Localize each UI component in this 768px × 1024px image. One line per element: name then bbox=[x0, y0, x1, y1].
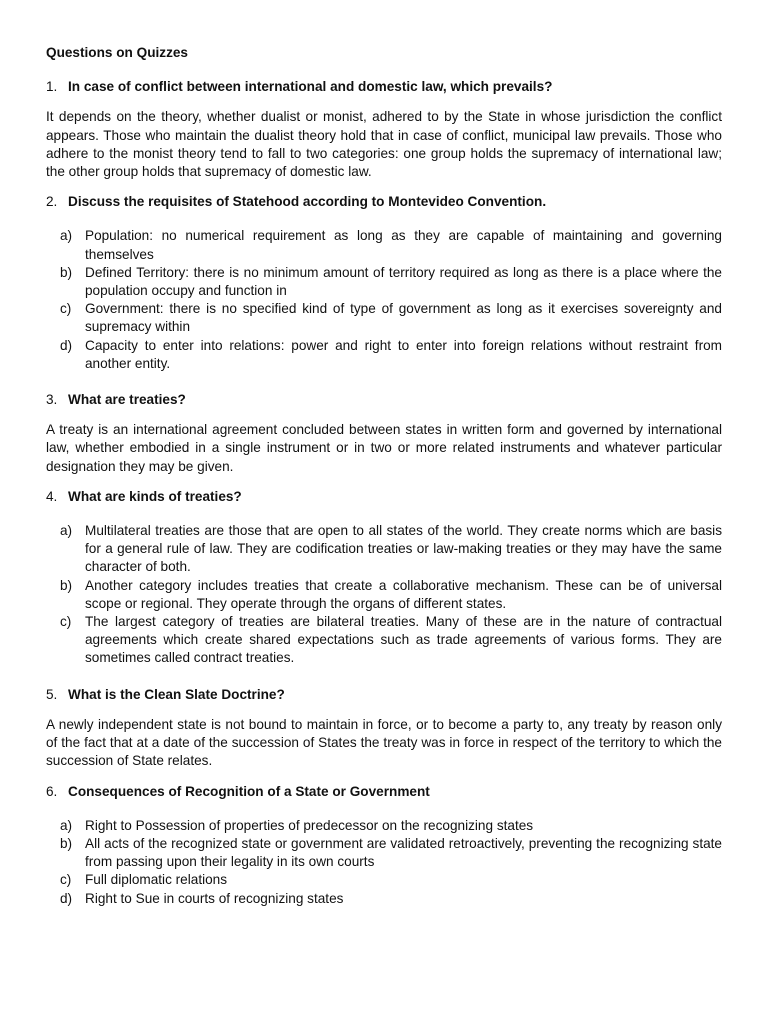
list-item-text: Right to Possession of properties of predecessor on the recognizing states bbox=[85, 817, 534, 833]
list-item bbox=[46, 227, 722, 263]
list-item-text: Right to Sue in courts of recognizing states bbox=[85, 890, 344, 906]
list-item bbox=[46, 835, 722, 871]
list-marker: b) bbox=[60, 835, 73, 851]
question-2-heading bbox=[46, 193, 722, 211]
list-item-text: Population: no numerical requirement as long as they are capable of maintaining and governing themselves bbox=[85, 228, 722, 262]
question-4-heading bbox=[46, 488, 722, 506]
question-3-heading bbox=[46, 391, 722, 409]
question-5-heading bbox=[46, 686, 722, 704]
list-item bbox=[46, 577, 722, 613]
list-marker: d) bbox=[60, 337, 73, 353]
list-marker: b) bbox=[60, 577, 73, 593]
list-item-text: Government: there is no specified kind of type of government as long as it exercises sovereignty and supremacy within bbox=[85, 301, 722, 335]
list-item bbox=[46, 613, 722, 668]
document-page bbox=[46, 44, 722, 926]
list-marker: a) bbox=[60, 228, 73, 244]
list-item-text: Full diplomatic relations bbox=[85, 872, 228, 888]
list-item-text: Defined Territory: there is no minimum amount of territory required as long as there is a place where the population occupy and function in bbox=[85, 264, 722, 299]
answer-5-paragraph: A newly independent state is not bound to maintain in force, or to become a party to, any treaty by reason only of the fact that at a date of the succession of States the treaty was in force in respect of the territory to which the succession of State relates. bbox=[46, 716, 722, 769]
question-text: What is the Clean Slate Doctrine? bbox=[68, 686, 285, 702]
question-text: What are treaties? bbox=[68, 392, 186, 408]
answer-2-list bbox=[46, 227, 722, 373]
list-marker: a) bbox=[60, 523, 73, 539]
list-marker: b) bbox=[60, 264, 73, 280]
list-marker: c) bbox=[60, 301, 72, 317]
question-1-heading bbox=[46, 78, 722, 96]
list-item-text: All acts of the recognized state or government are validated retroactively, preventing the recognizing state from passing upon their legality in its own courts bbox=[85, 835, 722, 870]
list-item-text: Multilateral treaties are those that are open to all states of the world. They create norms which are basis for a general rule of law. They are codification treaties or law-making treaties or they may have the same character of both. bbox=[85, 523, 722, 575]
question-number: 4. bbox=[46, 488, 58, 504]
list-item bbox=[46, 817, 722, 835]
question-text: What are kinds of treaties? bbox=[68, 488, 242, 504]
answer-3-paragraph: A treaty is an international agreement concluded between states in written form and governed by international law, whether embodied in a single instrument or in two or more related instruments and whatever particular designation they may be given. bbox=[46, 422, 722, 474]
question-number: 6. bbox=[46, 783, 58, 799]
question-number: 2. bbox=[46, 194, 58, 210]
list-marker: a) bbox=[60, 817, 73, 833]
list-marker: c) bbox=[60, 872, 72, 888]
list-item-text: Capacity to enter into relations: power and right to enter into foreign relations without restraint from another entity. bbox=[85, 337, 722, 371]
question-text: Consequences of Recognition of a State or Government bbox=[68, 783, 430, 799]
question-text: In case of conflict between international and domestic law, which prevails? bbox=[68, 79, 553, 95]
list-item-text: Another category includes treaties that create a collaborative mechanism. These can be of universal scope or regional. They operate through the organs of different states. bbox=[85, 577, 722, 611]
list-item bbox=[46, 890, 722, 908]
question-number: 1. bbox=[46, 79, 58, 95]
list-item bbox=[46, 300, 722, 336]
answer-6-list bbox=[46, 817, 722, 908]
list-marker: c) bbox=[60, 614, 72, 630]
list-item bbox=[46, 264, 722, 300]
list-item bbox=[46, 337, 722, 373]
question-number: 3. bbox=[46, 392, 58, 408]
list-item bbox=[46, 871, 722, 889]
list-marker: d) bbox=[60, 890, 73, 906]
document-title: Questions on Quizzes bbox=[46, 45, 188, 60]
list-item-text: The largest category of treaties are bilateral treaties. Many of these are in the nature of contractual agreements which create shared expectations such as trade agreements of various forms. They are sometimes called contract treaties. bbox=[85, 614, 722, 666]
question-6-heading bbox=[46, 783, 722, 801]
answer-4-list bbox=[46, 522, 722, 668]
question-text: Discuss the requisites of Statehood according to Montevideo Convention. bbox=[68, 194, 547, 210]
list-item bbox=[46, 522, 722, 577]
question-number: 5. bbox=[46, 686, 58, 702]
answer-1-paragraph: It depends on the theory, whether dualist or monist, adhered to by the State in whose jurisdiction the conflict appears. Those who maintain the dualist theory hold that in case of conflict, municipal law prevails. Those who adhere to the monist theory tend to fall to two categories: one group holds the supremacy of international law; the other group holds that supremacy of domestic law. bbox=[46, 109, 722, 180]
